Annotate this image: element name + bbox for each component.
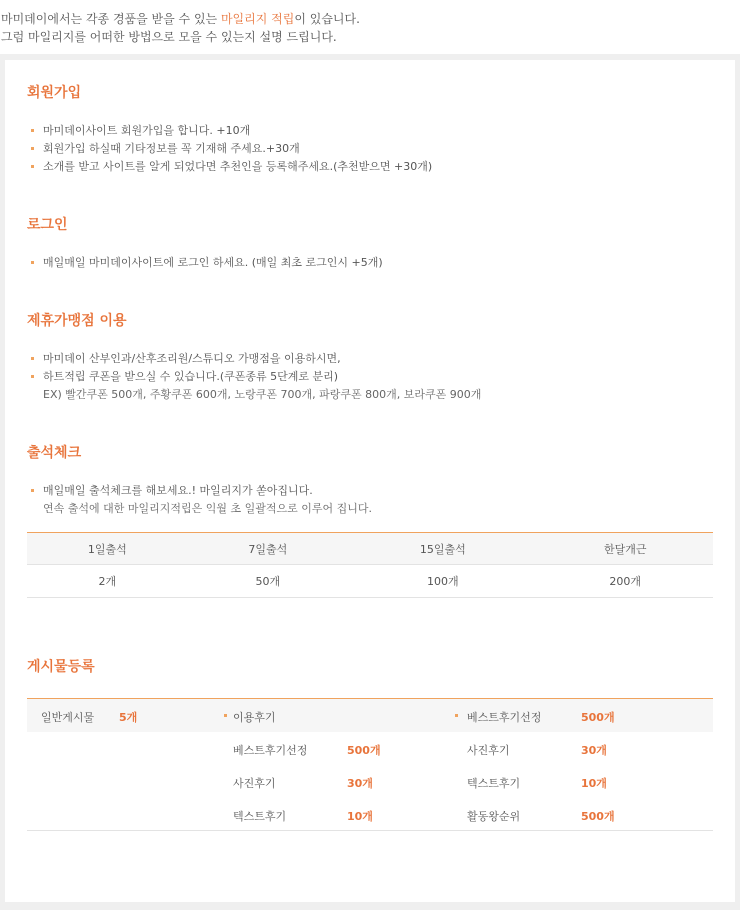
table-cell: 2개: [27, 565, 188, 598]
bullet-icon: [31, 147, 34, 150]
intro-line-1: 마미데이에서는 각종 경품을 받을 수 있는 마일리지 적립이 있습니다.: [1, 12, 360, 26]
table-header: 15일출석: [348, 533, 537, 565]
attendance-title: 출석체크: [27, 445, 82, 461]
table-row: [27, 565, 713, 598]
attendance-note: 연속 출석에 대한 마일리지적립은 익월 초 일괄적으로 이루어 집니다.: [43, 502, 372, 515]
bullet-icon: [31, 261, 34, 264]
review-label: 이용후기: [233, 711, 276, 724]
list-item: 마미데이 산부인과/산후조리원/스튜디오 가맹점을 이용하시면,: [31, 350, 481, 368]
bullet-icon: [31, 375, 34, 378]
intro-line-2: 그럼 마일리지를 어떠한 방법으로 모을 수 있는지 설명 드립니다.: [1, 30, 337, 44]
table-header: 1일출석: [27, 533, 188, 565]
list-item: 소개를 받고 사이트를 알게 되었다면 추천인을 등록해주세요.(추천받으면 +30개): [31, 158, 432, 176]
login-list: [31, 254, 383, 272]
table-header: 한달개근: [537, 533, 713, 565]
table-header: 7일출석: [188, 533, 349, 565]
table-row: 텍스트후기 10개 활동왕순위 500개: [233, 810, 615, 823]
list-item: 회원가입 하실때 기타정보를 꼭 기재해 주세요.+30개: [31, 140, 432, 158]
divider: [27, 830, 713, 831]
bullet-icon: [224, 714, 227, 717]
coupon-example: EX) 빨간쿠폰 500개, 주황쿠폰 600개, 노랑쿠폰 700개, 파랑쿠폰 800개, 보라쿠폰 900개: [43, 388, 482, 401]
table-cell: 100개: [348, 565, 537, 598]
board-title: 게시물등록: [27, 659, 95, 675]
list-item: 매일매일 마미데이사이트에 로그인 하세요. (매일 최초 로그인시 +5개): [31, 254, 383, 272]
table-row: 베스트후기선정 500개 사진후기 30개: [233, 744, 607, 757]
bullet-icon: [31, 357, 34, 360]
general-post-label: 일반게시물: [41, 711, 95, 724]
intro-text: [0, 10, 740, 54]
bullet-icon: [31, 165, 34, 168]
bullet-icon: [31, 489, 34, 492]
content-frame: [0, 54, 740, 910]
affiliate-title: 제휴가맹점 이용: [27, 313, 127, 329]
affiliate-list: [31, 350, 481, 404]
list-item: 마미데이사이트 회원가입을 합니다. +10개: [31, 122, 432, 140]
bullet-icon: [455, 714, 458, 717]
table-cell: 200개: [537, 565, 713, 598]
table-row: [27, 699, 713, 732]
bullet-icon: [31, 129, 34, 132]
attendance-list: [31, 482, 372, 518]
table-row: 사진후기 30개 텍스트후기 10개: [233, 777, 607, 790]
mileage-highlight: 마일리지 적립: [220, 12, 295, 26]
list-item: 하트적립 쿠폰을 받으실 수 있습니다.(쿠폰종류 5단계로 분리): [31, 368, 481, 386]
signup-list: [31, 122, 432, 176]
table-header-row: [27, 533, 713, 565]
best-value: 500개: [581, 711, 615, 724]
table-cell: 50개: [188, 565, 349, 598]
signup-title: 회원가입: [27, 85, 82, 101]
list-item: 매일매일 출석체크를 해보세요.! 마일리지가 쏟아집니다.: [31, 482, 372, 500]
general-post-value: 5개: [119, 711, 138, 724]
best-label: 베스트후기선정: [467, 711, 542, 724]
board-table: [27, 698, 713, 831]
attendance-table: [27, 532, 713, 598]
content-card: [5, 60, 735, 902]
login-title: 로그인: [27, 217, 68, 233]
